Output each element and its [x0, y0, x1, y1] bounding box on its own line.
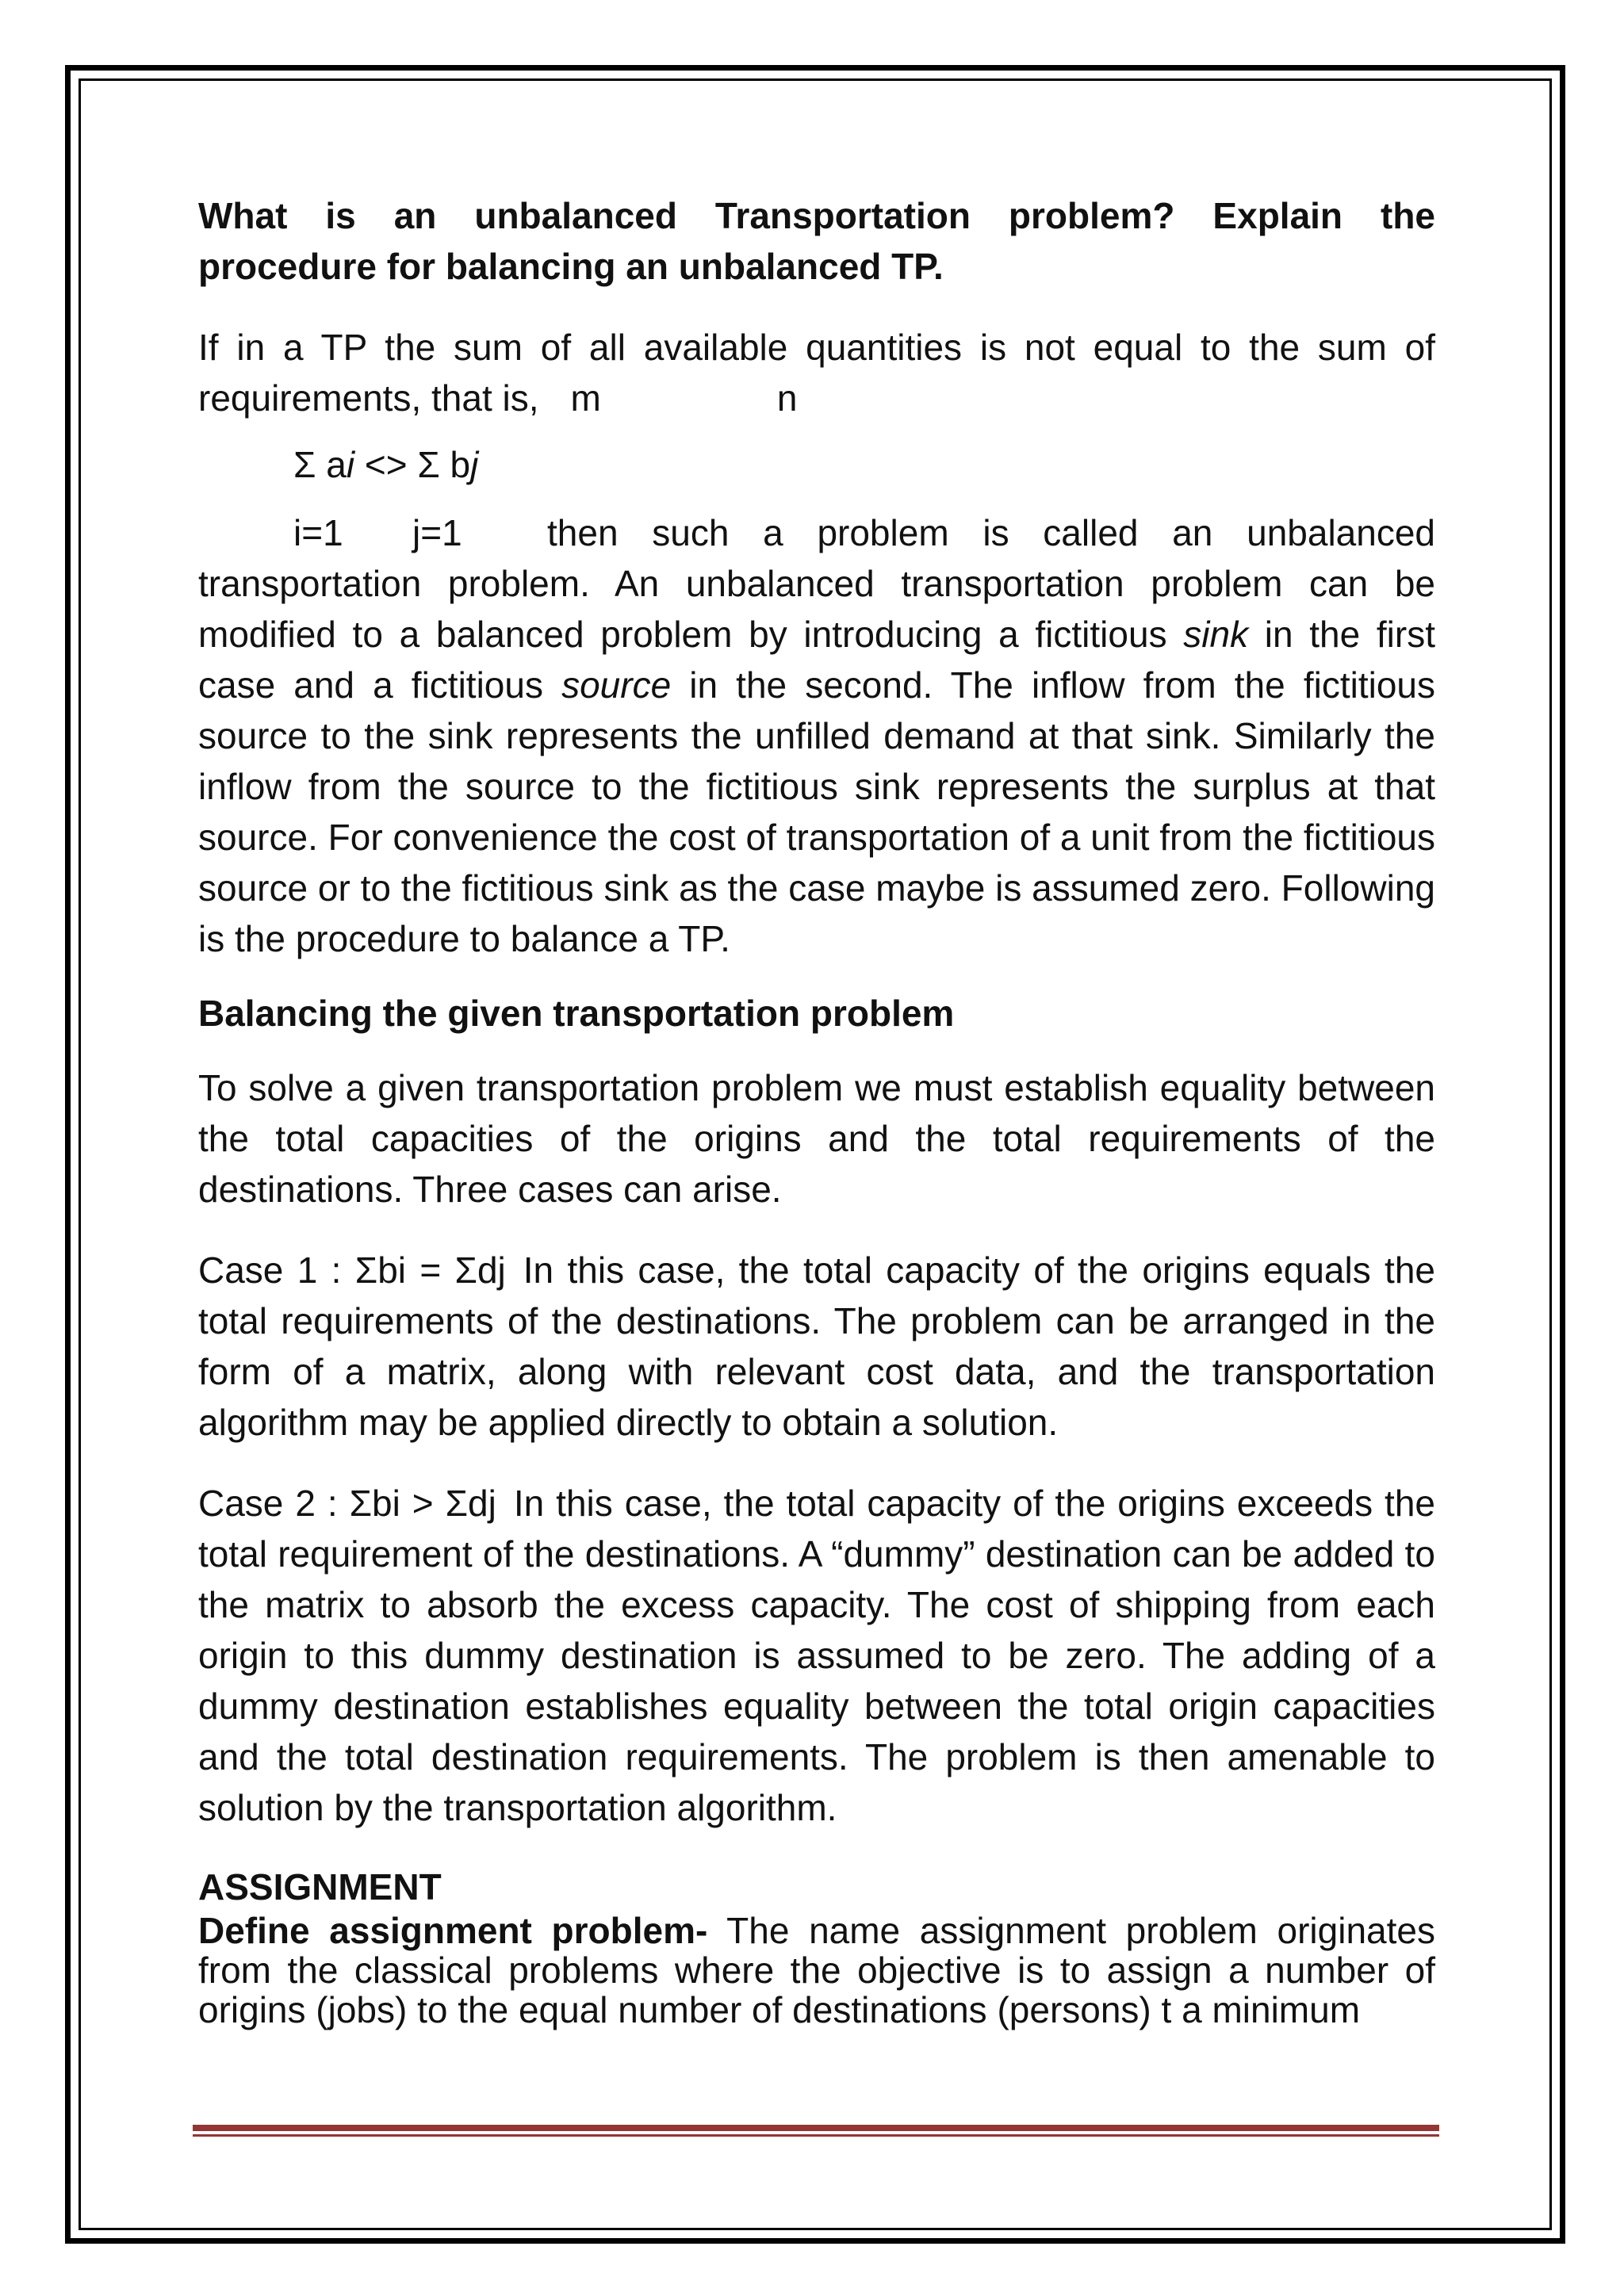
intro-cont-4a: case and a fictitious — [198, 664, 562, 706]
footer-rule-thick — [193, 2125, 1439, 2131]
case-2-label: Case 2 : Σbi > Σdj — [198, 1483, 496, 1524]
intro-line-2 — [198, 373, 1435, 423]
intro-line-1: If in a TP the sum of all available quantities is not equal to the sum of — [198, 327, 1435, 368]
case-2-paragraph — [198, 1478, 1435, 1833]
word-sink: sink — [1183, 614, 1249, 655]
case-2-text: In this case, the total capacity of the origins exceeds the total requirement of the destinations. A “dummy” destination can be added to the matrix to absorb the excess capacity. The cost of shipping from each origin to this dummy destination is assumed to be zero. The adding of a dummy destination establishes equality between the total origin capacities and the total destination requirements. The problem is then amenable to solution by the transportation algorithm. — [198, 1483, 1435, 1828]
var-i: i — [346, 444, 355, 485]
intro-cont-4 — [198, 660, 1435, 710]
intro-cont-3 — [198, 609, 1435, 660]
sum-lower-limit-j: j=1 — [412, 512, 462, 553]
assignment-heading: ASSIGNMENT — [198, 1866, 442, 1908]
case-1-label: Case 1 : Σbi = Σdj — [198, 1249, 506, 1291]
balancing-text: To solve a given transportation problem we must establish equality between the total capacities of the origins and the total requirements of the destinations. Three cases can arise. — [198, 1067, 1435, 1210]
intro-cont-2: transportation problem. An unbalanced transportation problem can be — [198, 563, 1435, 604]
intro-cont-5: source to the sink represents the unfilled demand at that sink. Similarly the inflow from the source to the fictitious sink represents the surplus at that source. For convenience the cost of transportation of a unit from the fictitious source or to the fictitious sink as the case maybe is assumed zero. Following is the procedure to balance a TP. — [198, 715, 1435, 959]
define-assignment-label: Define assignment problem- — [198, 1910, 708, 1951]
intro-cont-3a: modified to a balanced problem by introducing a fictitious — [198, 614, 1184, 655]
intro-cont-4b: in the second. The inflow from the fictitious — [671, 664, 1435, 706]
sum-lower-limit-i: i=1 — [293, 512, 343, 553]
word-source: source — [561, 664, 672, 706]
question-line-1: What is an unbalanced Transportation problem? Explain the — [198, 195, 1435, 236]
sum-upper-limit-m: m — [570, 377, 601, 419]
document-body — [198, 190, 1435, 2057]
case-1-paragraph — [198, 1245, 1435, 1448]
question-heading — [198, 190, 1435, 292]
sum-a-symbol: Σ a — [293, 444, 347, 485]
define-assignment-text: The name assignment problem originates from the classical problems where the objective is to assign a number of origins (jobs) to the equal number of destinations (persons) t a minimum — [198, 1910, 1435, 2030]
intro-cont-1: then such a problem is called an unbalanced — [547, 512, 1435, 553]
assignment-definition — [198, 1911, 1435, 2030]
sum-formula — [198, 439, 1435, 490]
intro-requirements-text: requirements, that is, — [198, 377, 539, 419]
question-line-2: procedure for balancing an unbalanced TP. — [198, 246, 944, 287]
var-j: j — [470, 444, 479, 485]
not-equal-sum-b: <> Σ b — [354, 444, 471, 485]
intro-cont-3b: in the first — [1248, 614, 1435, 655]
case-1-text: In this case, the total capacity of the origins equals the total requirements of the destinations. The problem can be arranged in the form of a matrix, along with relevant cost data, and the transportation algorithm may be applied directly to obtain a solution. — [198, 1249, 1435, 1443]
footer-rule-thin — [193, 2134, 1439, 2137]
sum-upper-limit-n: n — [776, 377, 798, 419]
balancing-heading: Balancing the given transportation problem — [198, 993, 955, 1034]
intro-continuation — [198, 507, 1435, 558]
